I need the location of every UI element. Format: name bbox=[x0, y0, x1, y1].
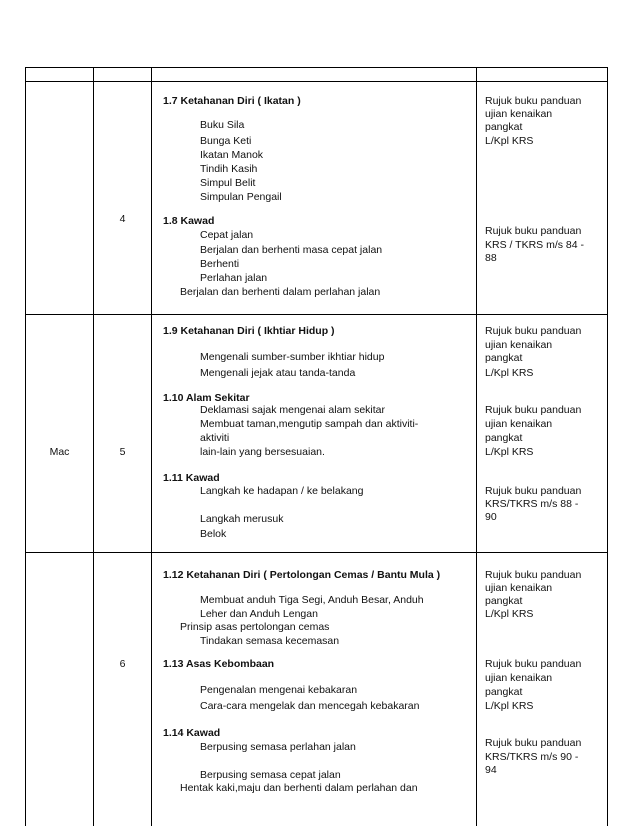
reference-text: Rujuk buku panduan bbox=[485, 404, 582, 416]
reference-text: ujian kenaikan bbox=[485, 108, 553, 120]
reference-text: Rujuk buku panduan bbox=[485, 658, 582, 670]
activity-item: Pengenalan mengenai kebakaran bbox=[200, 684, 358, 696]
reference-text: KRS / TKRS m/s 84 - bbox=[485, 239, 584, 251]
section-heading: 1.9 Ketahanan Diri ( Ikhtiar Hidup ) bbox=[163, 325, 335, 337]
reference-text: pangkat bbox=[485, 595, 523, 607]
week-number: 6 bbox=[119, 658, 126, 670]
activity-item: Berjalan dan berhenti dalam perlahan jalan bbox=[180, 286, 381, 298]
reference-text: KRS/TKRS m/s 90 - bbox=[485, 751, 579, 763]
activity-item: Berhenti bbox=[200, 258, 240, 270]
table-rule bbox=[25, 67, 607, 68]
reference-text: ujian kenaikan bbox=[485, 582, 553, 594]
reference-text: L/Kpl KRS bbox=[485, 446, 534, 458]
reference-text: Rujuk buku panduan bbox=[485, 569, 582, 581]
section-heading: 1.7 Ketahanan Diri ( Ikatan ) bbox=[163, 95, 301, 107]
reference-text: ujian kenaikan bbox=[485, 339, 553, 351]
reference-text: L/Kpl KRS bbox=[485, 135, 534, 147]
activity-item: Langkah ke hadapan / ke belakang bbox=[200, 485, 364, 497]
section-heading: 1.11 Kawad bbox=[163, 472, 220, 484]
reference-text: pangkat bbox=[485, 121, 523, 133]
reference-text: ujian kenaikan bbox=[485, 672, 553, 684]
reference-text: pangkat bbox=[485, 352, 523, 364]
activity-item: Perlahan jalan bbox=[200, 272, 268, 284]
week-number: 5 bbox=[119, 446, 126, 458]
reference-text: pangkat bbox=[485, 432, 523, 444]
reference-text: Rujuk buku panduan bbox=[485, 737, 582, 749]
reference-text: L/Kpl KRS bbox=[485, 367, 534, 379]
activity-item: Hentak kaki,maju dan berhenti dalam perlahan dan bbox=[180, 782, 418, 794]
activity-item: Berjalan dan berhenti masa cepat jalan bbox=[200, 244, 383, 256]
activity-item: Bunga Keti bbox=[200, 135, 252, 147]
reference-text: L/Kpl KRS bbox=[485, 700, 534, 712]
week-number: 4 bbox=[119, 213, 126, 225]
table-rule bbox=[25, 81, 607, 82]
reference-text: 88 bbox=[485, 252, 497, 264]
activity-item: Ikatan Manok bbox=[200, 149, 264, 161]
activity-item: Membuat taman,mengutip sampah dan aktiviti- bbox=[200, 418, 419, 430]
table-rule bbox=[607, 67, 608, 826]
reference-text: Rujuk buku panduan bbox=[485, 485, 582, 497]
activity-item: Mengenali jejak atau tanda-tanda bbox=[200, 367, 356, 379]
reference-text: Rujuk buku panduan bbox=[485, 325, 582, 337]
activity-item: Tindih Kasih bbox=[200, 163, 258, 175]
reference-text: KRS/TKRS m/s 88 - bbox=[485, 498, 579, 510]
activity-item: Berpusing semasa cepat jalan bbox=[200, 769, 341, 781]
reference-text: Rujuk buku panduan bbox=[485, 225, 582, 237]
table-rule bbox=[25, 552, 607, 553]
section-heading: 1.12 Ketahanan Diri ( Pertolongan Cemas / Bantu Mula ) bbox=[163, 569, 441, 581]
table-rule bbox=[476, 67, 477, 826]
activity-item: Cara-cara mengelak dan mencegah kebakaran bbox=[200, 700, 420, 712]
activity-item: Belok bbox=[200, 528, 227, 540]
activity-item: aktiviti bbox=[200, 432, 230, 444]
activity-item: Membuat anduh Tiga Segi, Anduh Besar, Anduh bbox=[200, 594, 424, 606]
activity-item: Mengenali sumber-sumber ikhtiar hidup bbox=[200, 351, 385, 363]
activity-item: lain-lain yang bersesuaian. bbox=[200, 446, 325, 458]
month-label: Mac bbox=[49, 446, 70, 458]
table-rule bbox=[25, 314, 607, 315]
reference-text: L/Kpl KRS bbox=[485, 608, 534, 620]
activity-item: Cepat jalan bbox=[200, 229, 254, 241]
reference-text: Rujuk buku panduan bbox=[485, 95, 582, 107]
activity-item: Berpusing semasa perlahan jalan bbox=[200, 741, 356, 753]
reference-text: 90 bbox=[485, 511, 497, 523]
reference-text: ujian kenaikan bbox=[485, 418, 553, 430]
section-heading: 1.8 Kawad bbox=[163, 215, 215, 227]
reference-text: 94 bbox=[485, 764, 497, 776]
section-heading: 1.10 Alam Sekitar bbox=[163, 392, 250, 404]
activity-item: Simpul Belit bbox=[200, 177, 256, 189]
activity-item: Leher dan Anduh Lengan bbox=[200, 608, 318, 620]
table-rule bbox=[151, 67, 152, 826]
activity-item: Simpulan Pengail bbox=[200, 191, 282, 203]
activity-item: Buku Sila bbox=[200, 119, 245, 131]
activity-item: Prinsip asas pertolongan cemas bbox=[180, 621, 330, 633]
activity-item: Langkah merusuk bbox=[200, 513, 284, 525]
activity-item: Tindakan semasa kecemasan bbox=[200, 635, 340, 647]
section-heading: 1.14 Kawad bbox=[163, 727, 221, 739]
activity-item: Deklamasi sajak mengenai alam sekitar bbox=[200, 404, 385, 416]
section-heading: 1.13 Asas Kebombaan bbox=[163, 658, 275, 670]
reference-text: pangkat bbox=[485, 686, 523, 698]
